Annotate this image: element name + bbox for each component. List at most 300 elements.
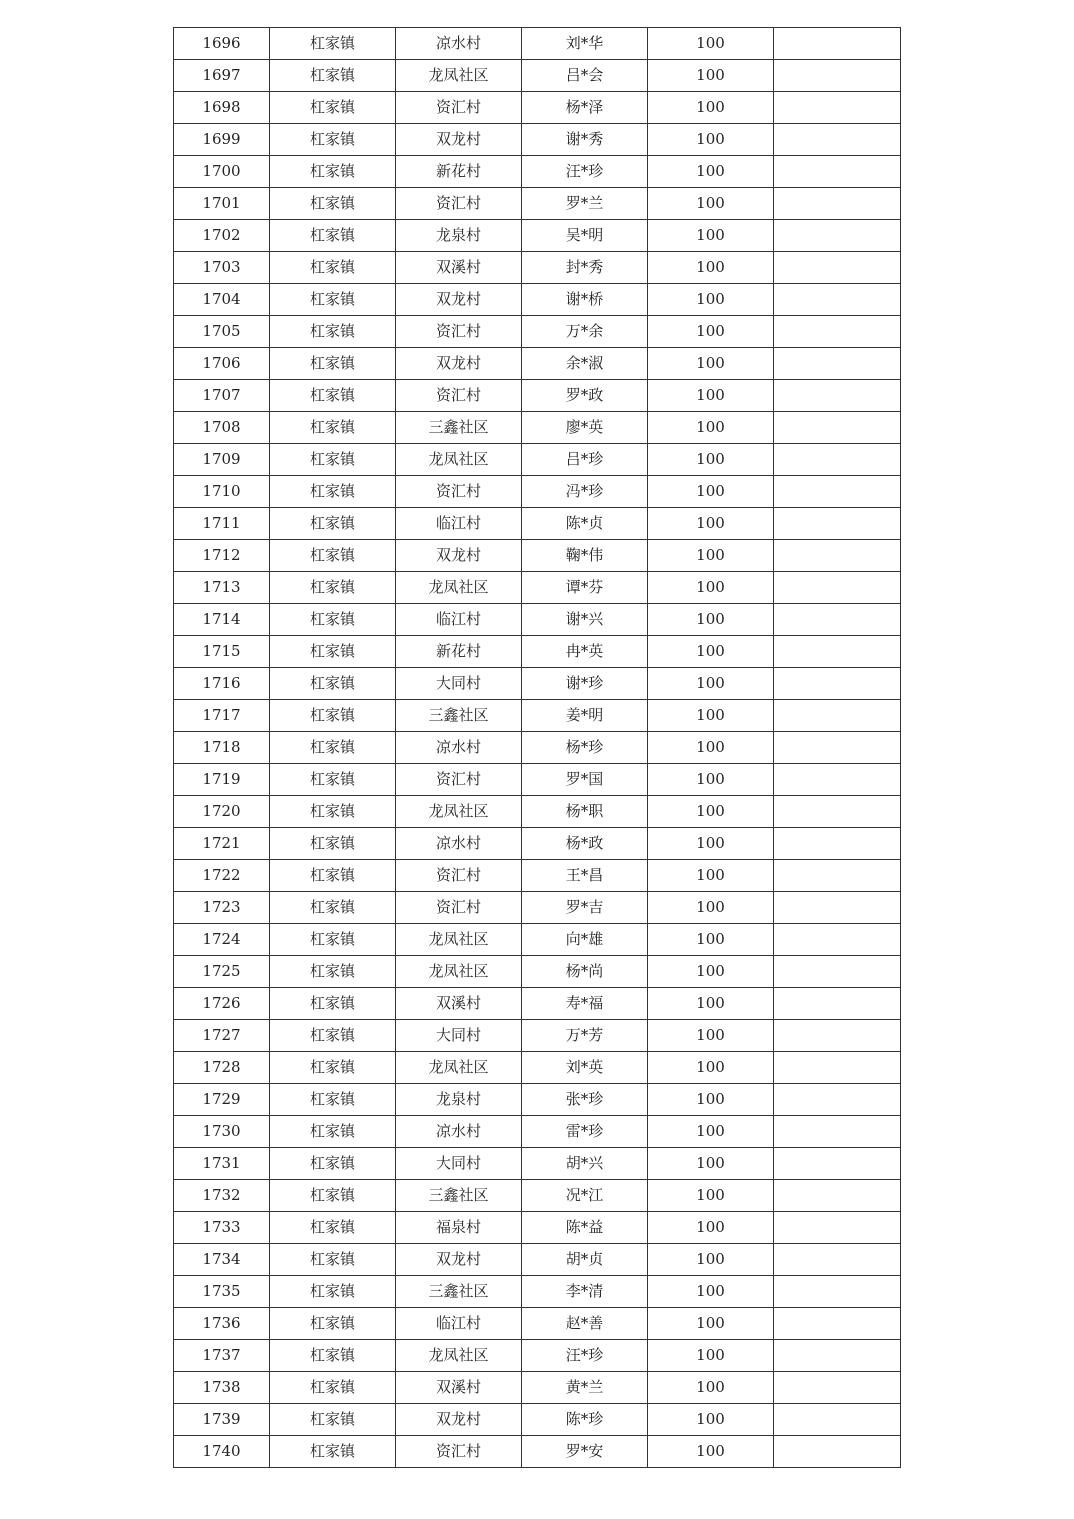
amount-cell: 100 xyxy=(648,1116,774,1148)
table-row xyxy=(174,924,901,956)
village-cell: 凉水村 xyxy=(396,828,522,860)
town-cell: 杠家镇 xyxy=(270,380,396,412)
village-cell: 凉水村 xyxy=(396,1116,522,1148)
village-cell: 龙凤社区 xyxy=(396,60,522,92)
serial-number-cell: 1700 xyxy=(174,156,270,188)
amount-cell: 100 xyxy=(648,412,774,444)
table-row xyxy=(174,988,901,1020)
town-cell: 杠家镇 xyxy=(270,1084,396,1116)
village-cell: 龙凤社区 xyxy=(396,924,522,956)
village-cell: 资汇村 xyxy=(396,892,522,924)
remark-cell xyxy=(774,60,901,92)
amount-cell: 100 xyxy=(648,284,774,316)
amount-cell: 100 xyxy=(648,924,774,956)
amount-cell: 100 xyxy=(648,1340,774,1372)
village-cell: 资汇村 xyxy=(396,188,522,220)
amount-cell: 100 xyxy=(648,540,774,572)
serial-number-cell: 1727 xyxy=(174,1020,270,1052)
serial-number-cell: 1707 xyxy=(174,380,270,412)
amount-cell: 100 xyxy=(648,92,774,124)
remark-cell xyxy=(774,1276,901,1308)
name-cell: 赵*善 xyxy=(522,1308,648,1340)
remark-cell xyxy=(774,412,901,444)
table-row xyxy=(174,1212,901,1244)
village-cell: 资汇村 xyxy=(396,316,522,348)
serial-number-cell: 1696 xyxy=(174,28,270,60)
town-cell: 杠家镇 xyxy=(270,732,396,764)
name-cell: 冉*英 xyxy=(522,636,648,668)
amount-cell: 100 xyxy=(648,1244,774,1276)
amount-cell: 100 xyxy=(648,380,774,412)
serial-number-cell: 1722 xyxy=(174,860,270,892)
village-cell: 双溪村 xyxy=(396,1372,522,1404)
table-row xyxy=(174,764,901,796)
town-cell: 杠家镇 xyxy=(270,348,396,380)
village-cell: 龙凤社区 xyxy=(396,956,522,988)
name-cell: 冯*珍 xyxy=(522,476,648,508)
table-row xyxy=(174,92,901,124)
serial-number-cell: 1715 xyxy=(174,636,270,668)
table-row xyxy=(174,188,901,220)
village-cell: 三鑫社区 xyxy=(396,1276,522,1308)
amount-cell: 100 xyxy=(648,668,774,700)
name-cell: 吕*会 xyxy=(522,60,648,92)
amount-cell: 100 xyxy=(648,1308,774,1340)
name-cell: 杨*珍 xyxy=(522,732,648,764)
remark-cell xyxy=(774,764,901,796)
amount-cell: 100 xyxy=(648,1404,774,1436)
remark-cell xyxy=(774,156,901,188)
village-cell: 三鑫社区 xyxy=(396,1180,522,1212)
remark-cell xyxy=(774,732,901,764)
remark-cell xyxy=(774,1244,901,1276)
name-cell: 廖*英 xyxy=(522,412,648,444)
serial-number-cell: 1718 xyxy=(174,732,270,764)
table-row xyxy=(174,892,901,924)
village-cell: 凉水村 xyxy=(396,28,522,60)
town-cell: 杠家镇 xyxy=(270,1308,396,1340)
town-cell: 杠家镇 xyxy=(270,1020,396,1052)
amount-cell: 100 xyxy=(648,796,774,828)
table-row xyxy=(174,348,901,380)
amount-cell: 100 xyxy=(648,476,774,508)
name-cell: 刘*华 xyxy=(522,28,648,60)
amount-cell: 100 xyxy=(648,156,774,188)
table-row xyxy=(174,1020,901,1052)
name-cell: 向*雄 xyxy=(522,924,648,956)
town-cell: 杠家镇 xyxy=(270,700,396,732)
serial-number-cell: 1719 xyxy=(174,764,270,796)
remark-cell xyxy=(774,924,901,956)
name-cell: 谢*秀 xyxy=(522,124,648,156)
remark-cell xyxy=(774,956,901,988)
village-cell: 资汇村 xyxy=(396,476,522,508)
remark-cell xyxy=(774,348,901,380)
remark-cell xyxy=(774,1148,901,1180)
serial-number-cell: 1737 xyxy=(174,1340,270,1372)
amount-cell: 100 xyxy=(648,1084,774,1116)
village-cell: 资汇村 xyxy=(396,764,522,796)
town-cell: 杠家镇 xyxy=(270,924,396,956)
remark-cell xyxy=(774,828,901,860)
town-cell: 杠家镇 xyxy=(270,476,396,508)
name-cell: 吕*珍 xyxy=(522,444,648,476)
town-cell: 杠家镇 xyxy=(270,1180,396,1212)
name-cell: 姜*明 xyxy=(522,700,648,732)
village-cell: 大同村 xyxy=(396,1020,522,1052)
town-cell: 杠家镇 xyxy=(270,636,396,668)
town-cell: 杠家镇 xyxy=(270,764,396,796)
table-row xyxy=(174,1148,901,1180)
name-cell: 陈*贞 xyxy=(522,508,648,540)
remark-cell xyxy=(774,380,901,412)
table-row xyxy=(174,28,901,60)
name-cell: 谢*珍 xyxy=(522,668,648,700)
town-cell: 杠家镇 xyxy=(270,572,396,604)
name-cell: 罗*兰 xyxy=(522,188,648,220)
remark-cell xyxy=(774,1116,901,1148)
amount-cell: 100 xyxy=(648,1212,774,1244)
serial-number-cell: 1724 xyxy=(174,924,270,956)
town-cell: 杠家镇 xyxy=(270,860,396,892)
remark-cell xyxy=(774,700,901,732)
serial-number-cell: 1721 xyxy=(174,828,270,860)
amount-cell: 100 xyxy=(648,124,774,156)
remark-cell xyxy=(774,252,901,284)
table-row xyxy=(174,508,901,540)
remark-cell xyxy=(774,28,901,60)
remark-cell xyxy=(774,124,901,156)
name-cell: 张*珍 xyxy=(522,1084,648,1116)
table-row xyxy=(174,412,901,444)
serial-number-cell: 1713 xyxy=(174,572,270,604)
serial-number-cell: 1705 xyxy=(174,316,270,348)
village-cell: 资汇村 xyxy=(396,380,522,412)
amount-cell: 100 xyxy=(648,700,774,732)
serial-number-cell: 1736 xyxy=(174,1308,270,1340)
table-row xyxy=(174,1372,901,1404)
town-cell: 杠家镇 xyxy=(270,508,396,540)
name-cell: 封*秀 xyxy=(522,252,648,284)
serial-number-cell: 1728 xyxy=(174,1052,270,1084)
name-cell: 刘*英 xyxy=(522,1052,648,1084)
table-row xyxy=(174,636,901,668)
village-cell: 新花村 xyxy=(396,636,522,668)
village-cell: 临江村 xyxy=(396,604,522,636)
remark-cell xyxy=(774,860,901,892)
village-cell: 龙凤社区 xyxy=(396,1052,522,1084)
village-cell: 龙凤社区 xyxy=(396,444,522,476)
table-row xyxy=(174,284,901,316)
remark-cell xyxy=(774,668,901,700)
town-cell: 杠家镇 xyxy=(270,1244,396,1276)
serial-number-cell: 1702 xyxy=(174,220,270,252)
village-cell: 资汇村 xyxy=(396,860,522,892)
name-cell: 鞠*伟 xyxy=(522,540,648,572)
serial-number-cell: 1717 xyxy=(174,700,270,732)
village-cell: 资汇村 xyxy=(396,1436,522,1468)
village-cell: 龙凤社区 xyxy=(396,1340,522,1372)
town-cell: 杠家镇 xyxy=(270,124,396,156)
name-cell: 况*江 xyxy=(522,1180,648,1212)
table-row xyxy=(174,1180,901,1212)
town-cell: 杠家镇 xyxy=(270,1052,396,1084)
amount-cell: 100 xyxy=(648,508,774,540)
remark-cell xyxy=(774,1308,901,1340)
amount-cell: 100 xyxy=(648,444,774,476)
table-row xyxy=(174,828,901,860)
table-row xyxy=(174,572,901,604)
serial-number-cell: 1738 xyxy=(174,1372,270,1404)
amount-cell: 100 xyxy=(648,1276,774,1308)
remark-cell xyxy=(774,1212,901,1244)
name-cell: 杨*泽 xyxy=(522,92,648,124)
name-cell: 雷*珍 xyxy=(522,1116,648,1148)
village-cell: 双龙村 xyxy=(396,124,522,156)
town-cell: 杠家镇 xyxy=(270,668,396,700)
name-cell: 李*清 xyxy=(522,1276,648,1308)
town-cell: 杠家镇 xyxy=(270,1340,396,1372)
serial-number-cell: 1730 xyxy=(174,1116,270,1148)
town-cell: 杠家镇 xyxy=(270,1372,396,1404)
serial-number-cell: 1710 xyxy=(174,476,270,508)
remark-cell xyxy=(774,508,901,540)
town-cell: 杠家镇 xyxy=(270,828,396,860)
amount-cell: 100 xyxy=(648,572,774,604)
table-row xyxy=(174,1084,901,1116)
amount-cell: 100 xyxy=(648,636,774,668)
serial-number-cell: 1726 xyxy=(174,988,270,1020)
town-cell: 杠家镇 xyxy=(270,252,396,284)
remark-cell xyxy=(774,1436,901,1468)
amount-cell: 100 xyxy=(648,1052,774,1084)
table-row xyxy=(174,220,901,252)
serial-number-cell: 1706 xyxy=(174,348,270,380)
town-cell: 杠家镇 xyxy=(270,1212,396,1244)
town-cell: 杠家镇 xyxy=(270,316,396,348)
town-cell: 杠家镇 xyxy=(270,28,396,60)
town-cell: 杠家镇 xyxy=(270,1436,396,1468)
serial-number-cell: 1735 xyxy=(174,1276,270,1308)
name-cell: 谭*芬 xyxy=(522,572,648,604)
amount-cell: 100 xyxy=(648,28,774,60)
remark-cell xyxy=(774,1084,901,1116)
name-cell: 黄*兰 xyxy=(522,1372,648,1404)
village-cell: 凉水村 xyxy=(396,732,522,764)
remark-cell xyxy=(774,1020,901,1052)
name-cell: 万*芳 xyxy=(522,1020,648,1052)
table-row xyxy=(174,668,901,700)
town-cell: 杠家镇 xyxy=(270,956,396,988)
village-cell: 临江村 xyxy=(396,1308,522,1340)
table-row xyxy=(174,156,901,188)
amount-cell: 100 xyxy=(648,1180,774,1212)
town-cell: 杠家镇 xyxy=(270,220,396,252)
serial-number-cell: 1729 xyxy=(174,1084,270,1116)
remark-cell xyxy=(774,1372,901,1404)
amount-cell: 100 xyxy=(648,1436,774,1468)
name-cell: 谢*桥 xyxy=(522,284,648,316)
amount-cell: 100 xyxy=(648,60,774,92)
serial-number-cell: 1716 xyxy=(174,668,270,700)
town-cell: 杠家镇 xyxy=(270,540,396,572)
village-cell: 双溪村 xyxy=(396,252,522,284)
table-row xyxy=(174,1276,901,1308)
name-cell: 汪*珍 xyxy=(522,1340,648,1372)
remark-cell xyxy=(774,540,901,572)
remark-cell xyxy=(774,1180,901,1212)
table-row xyxy=(174,1436,901,1468)
amount-cell: 100 xyxy=(648,604,774,636)
serial-number-cell: 1725 xyxy=(174,956,270,988)
table-row xyxy=(174,380,901,412)
village-cell: 临江村 xyxy=(396,508,522,540)
name-cell: 罗*政 xyxy=(522,380,648,412)
remark-cell xyxy=(774,1052,901,1084)
serial-number-cell: 1739 xyxy=(174,1404,270,1436)
serial-number-cell: 1704 xyxy=(174,284,270,316)
name-cell: 谢*兴 xyxy=(522,604,648,636)
name-cell: 陈*珍 xyxy=(522,1404,648,1436)
village-cell: 龙凤社区 xyxy=(396,796,522,828)
serial-number-cell: 1720 xyxy=(174,796,270,828)
table-row xyxy=(174,700,901,732)
table-row xyxy=(174,444,901,476)
village-cell: 三鑫社区 xyxy=(396,700,522,732)
remark-cell xyxy=(774,444,901,476)
remark-cell xyxy=(774,92,901,124)
town-cell: 杠家镇 xyxy=(270,1276,396,1308)
remark-cell xyxy=(774,892,901,924)
serial-number-cell: 1708 xyxy=(174,412,270,444)
amount-cell: 100 xyxy=(648,988,774,1020)
town-cell: 杠家镇 xyxy=(270,284,396,316)
remark-cell xyxy=(774,796,901,828)
remark-cell xyxy=(774,604,901,636)
amount-cell: 100 xyxy=(648,252,774,284)
table-row xyxy=(174,1244,901,1276)
amount-cell: 100 xyxy=(648,860,774,892)
serial-number-cell: 1711 xyxy=(174,508,270,540)
serial-number-cell: 1697 xyxy=(174,60,270,92)
village-cell: 龙泉村 xyxy=(396,1084,522,1116)
serial-number-cell: 1733 xyxy=(174,1212,270,1244)
town-cell: 杠家镇 xyxy=(270,156,396,188)
remark-cell xyxy=(774,1404,901,1436)
village-cell: 双龙村 xyxy=(396,1404,522,1436)
amount-cell: 100 xyxy=(648,188,774,220)
table-row xyxy=(174,1308,901,1340)
village-cell: 双龙村 xyxy=(396,540,522,572)
name-cell: 陈*益 xyxy=(522,1212,648,1244)
serial-number-cell: 1703 xyxy=(174,252,270,284)
village-cell: 双龙村 xyxy=(396,348,522,380)
town-cell: 杠家镇 xyxy=(270,1116,396,1148)
serial-number-cell: 1712 xyxy=(174,540,270,572)
remark-cell xyxy=(774,1340,901,1372)
village-cell: 资汇村 xyxy=(396,92,522,124)
town-cell: 杠家镇 xyxy=(270,60,396,92)
name-cell: 王*昌 xyxy=(522,860,648,892)
amount-cell: 100 xyxy=(648,316,774,348)
town-cell: 杠家镇 xyxy=(270,1148,396,1180)
serial-number-cell: 1701 xyxy=(174,188,270,220)
amount-cell: 100 xyxy=(648,956,774,988)
serial-number-cell: 1732 xyxy=(174,1180,270,1212)
name-cell: 汪*珍 xyxy=(522,156,648,188)
table-row xyxy=(174,476,901,508)
name-cell: 罗*安 xyxy=(522,1436,648,1468)
amount-cell: 100 xyxy=(648,1372,774,1404)
name-cell: 罗*吉 xyxy=(522,892,648,924)
name-cell: 吴*明 xyxy=(522,220,648,252)
town-cell: 杠家镇 xyxy=(270,892,396,924)
village-cell: 龙凤社区 xyxy=(396,572,522,604)
village-cell: 新花村 xyxy=(396,156,522,188)
serial-number-cell: 1734 xyxy=(174,1244,270,1276)
name-cell: 罗*国 xyxy=(522,764,648,796)
remark-cell xyxy=(774,316,901,348)
village-cell: 福泉村 xyxy=(396,1212,522,1244)
remark-cell xyxy=(774,284,901,316)
town-cell: 杠家镇 xyxy=(270,988,396,1020)
amount-cell: 100 xyxy=(648,220,774,252)
town-cell: 杠家镇 xyxy=(270,92,396,124)
table-row xyxy=(174,1116,901,1148)
serial-number-cell: 1698 xyxy=(174,92,270,124)
serial-number-cell: 1714 xyxy=(174,604,270,636)
serial-number-cell: 1699 xyxy=(174,124,270,156)
amount-cell: 100 xyxy=(648,1148,774,1180)
town-cell: 杠家镇 xyxy=(270,188,396,220)
amount-cell: 100 xyxy=(648,348,774,380)
name-cell: 万*余 xyxy=(522,316,648,348)
remark-cell xyxy=(774,988,901,1020)
serial-number-cell: 1731 xyxy=(174,1148,270,1180)
town-cell: 杠家镇 xyxy=(270,604,396,636)
remark-cell xyxy=(774,220,901,252)
serial-number-cell: 1723 xyxy=(174,892,270,924)
remark-cell xyxy=(774,572,901,604)
town-cell: 杠家镇 xyxy=(270,1404,396,1436)
name-cell: 胡*贞 xyxy=(522,1244,648,1276)
amount-cell: 100 xyxy=(648,1020,774,1052)
remark-cell xyxy=(774,476,901,508)
roster-table xyxy=(173,27,901,1468)
roster-table-body xyxy=(174,28,901,1468)
name-cell: 胡*兴 xyxy=(522,1148,648,1180)
village-cell: 双溪村 xyxy=(396,988,522,1020)
amount-cell: 100 xyxy=(648,732,774,764)
town-cell: 杠家镇 xyxy=(270,444,396,476)
document-page xyxy=(173,27,900,1468)
table-row xyxy=(174,860,901,892)
village-cell: 大同村 xyxy=(396,668,522,700)
town-cell: 杠家镇 xyxy=(270,796,396,828)
village-cell: 大同村 xyxy=(396,1148,522,1180)
table-row xyxy=(174,60,901,92)
table-row xyxy=(174,252,901,284)
name-cell: 杨*职 xyxy=(522,796,648,828)
name-cell: 杨*政 xyxy=(522,828,648,860)
village-cell: 双龙村 xyxy=(396,1244,522,1276)
serial-number-cell: 1709 xyxy=(174,444,270,476)
table-row xyxy=(174,1052,901,1084)
table-row xyxy=(174,956,901,988)
table-row xyxy=(174,540,901,572)
table-row xyxy=(174,124,901,156)
amount-cell: 100 xyxy=(648,828,774,860)
